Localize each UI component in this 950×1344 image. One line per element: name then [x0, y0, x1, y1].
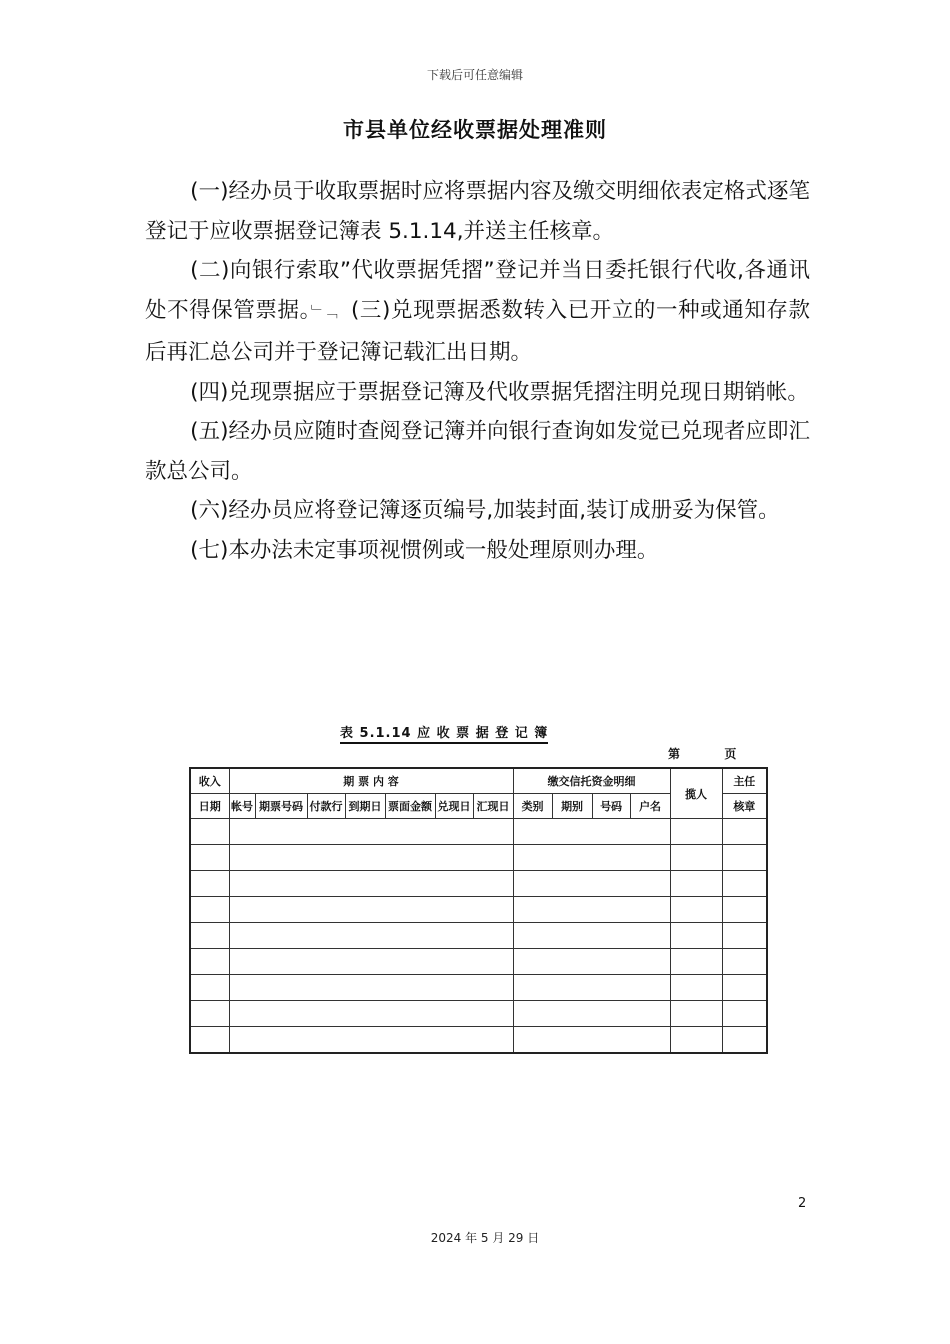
cell-pay-details: [513, 845, 670, 871]
cell-handler: [670, 949, 722, 975]
cell-bill-content: [229, 845, 513, 871]
cell-bill-content: [229, 923, 513, 949]
header-account-name: 户名: [630, 794, 670, 819]
header-period: 期别: [552, 794, 592, 819]
paragraph-5: (五)经办员应随时查阅登记簿并向银行查询如发觉已兑现者应即汇款总公司。: [145, 419, 810, 484]
footer-date: 2024 年 5 月 29 日: [430, 1231, 540, 1245]
cell-head-seal: [722, 845, 767, 871]
cell-receive-date: [190, 1027, 229, 1054]
cell-head-seal: [722, 819, 767, 845]
cell-pay-details: [513, 897, 670, 923]
body-text: [145, 172, 810, 570]
cell-receive-date: [190, 845, 229, 871]
cell-head-seal: [722, 949, 767, 975]
cell-handler: [670, 923, 722, 949]
cell-head-seal: [722, 871, 767, 897]
header-pay-group: 缴交信托资金明细: [513, 768, 670, 794]
cell-head-seal: [722, 923, 767, 949]
cell-head-seal: [722, 897, 767, 923]
cell-pay-details: [513, 923, 670, 949]
receivable-notes-register: [189, 767, 766, 1054]
paragraph-4: (四)兑现票据应于票据登记簿及代收票据凭摺注明兑现日期销帐。: [190, 379, 809, 405]
table-row: [190, 923, 767, 949]
page-label: [668, 745, 736, 762]
paragraph-3-text: (三)兑现票据悉数转入已开立的一种或通知存款后再汇总公司并于登记簿记载汇出日期。: [145, 297, 811, 365]
cell-receive-date: [190, 897, 229, 923]
cell-pay-details: [513, 975, 670, 1001]
page-label-prefix: 第: [668, 747, 681, 761]
cell-bill-content: [229, 897, 513, 923]
paragraph-6: (六)经办员应将登记簿逐页编号,加装封面,装订成册妥为保管。: [190, 498, 780, 523]
cell-receive-date: [190, 871, 229, 897]
header-face-amount: 票面金额: [385, 794, 435, 819]
header-head-top: 主任: [722, 768, 767, 794]
header-note: 下载后可任意编辑: [426, 68, 523, 82]
header-receive-date-top: 收入: [190, 768, 229, 794]
paragraph-2: [145, 251, 810, 373]
cell-receive-date: [190, 819, 229, 845]
cell-head-seal: [722, 975, 767, 1001]
header-remit-date: 汇现日: [473, 794, 513, 819]
document-title: 市县单位经收票据处理准则: [343, 118, 607, 142]
table-row: [190, 845, 767, 871]
table-title: [340, 722, 548, 741]
page-label-suffix: 页: [724, 747, 737, 761]
cell-receive-date: [190, 923, 229, 949]
table-row: [190, 949, 767, 975]
table-row: [190, 975, 767, 1001]
paragraph-1: (一)经办员于收取票据时应将票据内容及缴交明细依表定格式逐笔登记于应收票据登记簿表 5.1.14,并送主任核章。: [145, 179, 810, 244]
cell-receive-date: [190, 975, 229, 1001]
cell-bill-content: [229, 819, 513, 845]
cell-bill-content: [229, 1027, 513, 1054]
cell-handler: [670, 1001, 722, 1027]
cell-bill-content: [229, 871, 513, 897]
table-row: [190, 1001, 767, 1027]
header-head-bottom: 核章: [722, 794, 767, 819]
cell-head-seal: [722, 1027, 767, 1054]
cell-handler: [670, 1027, 722, 1054]
paragraph-2-text: (二)向银行索取”代收票据凭摺”登记并当日委托银行代收,各通讯处不得保管票据。: [145, 258, 810, 323]
table-row: [190, 819, 767, 845]
table-row: [190, 1027, 767, 1054]
header-bill-group: 期 票 内 容: [229, 768, 513, 794]
table-row: [190, 897, 767, 923]
header-due-date: 到期日: [345, 794, 385, 819]
header-cash-date: 兑现日: [435, 794, 473, 819]
cell-bill-content: [229, 949, 513, 975]
cell-bill-content: [229, 975, 513, 1001]
header-number: 号码: [592, 794, 630, 819]
header-note-number: 期票号码: [255, 794, 307, 819]
header-handler: 揽人: [670, 768, 722, 819]
paragraph-7: (七)本办法未定事项视惯例或一般处理原则办理。: [190, 537, 659, 563]
table-row: [190, 871, 767, 897]
cell-bill-content: [229, 1001, 513, 1027]
cell-receive-date: [190, 1001, 229, 1027]
cell-pay-details: [513, 871, 670, 897]
inline-mark: ﹂﹁: [310, 304, 337, 321]
header-paying-bank: 付款行: [307, 794, 345, 819]
cell-handler: [670, 845, 722, 871]
cell-receive-date: [190, 949, 229, 975]
table-title-text: 表 5.1.14 应 收 票 据 登 记 簿: [340, 726, 548, 744]
cell-pay-details: [513, 1001, 670, 1027]
cell-handler: [670, 975, 722, 1001]
cell-pay-details: [513, 819, 670, 845]
cell-handler: [670, 819, 722, 845]
cell-handler: [670, 871, 722, 897]
cell-head-seal: [722, 1001, 767, 1027]
header-row-1: [190, 768, 767, 794]
page-number: 2: [798, 1196, 807, 1211]
cell-handler: [670, 897, 722, 923]
header-category: 类别: [513, 794, 552, 819]
register-table: [189, 767, 768, 1054]
cell-pay-details: [513, 1027, 670, 1054]
cell-pay-details: [513, 949, 670, 975]
header-account: 帐号: [229, 794, 255, 819]
header-receive-date-bottom: 日期: [190, 794, 229, 819]
